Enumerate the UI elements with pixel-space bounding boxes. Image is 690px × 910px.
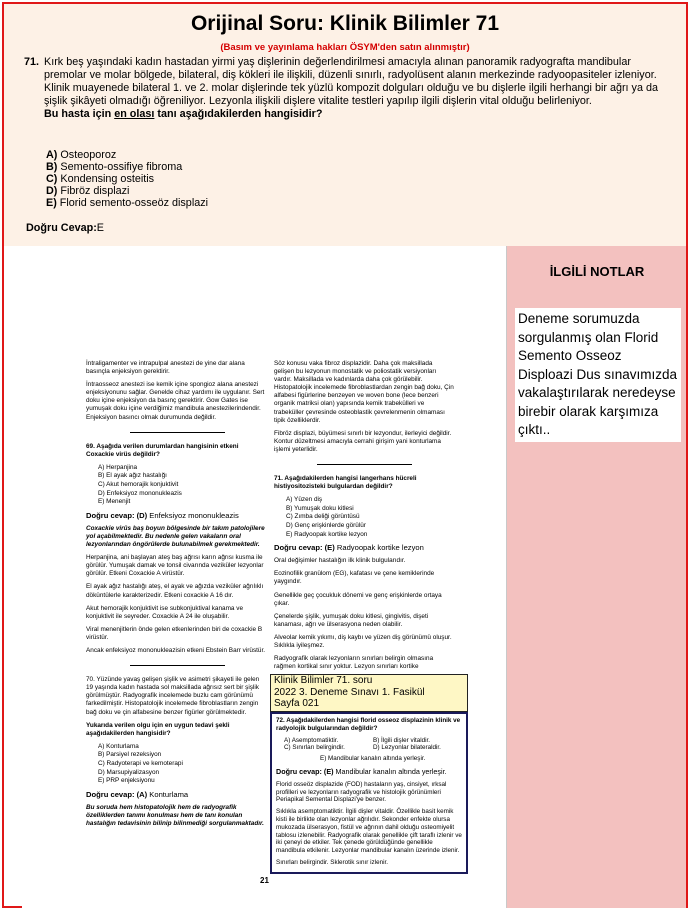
list-item: A) Konturlama <box>98 742 139 750</box>
list-item: D) Genç erişkinlerde görülür <box>286 522 366 529</box>
question-72-options <box>284 737 462 753</box>
question-71: 71. Aşağıdakilerden hangisi langerhans hücreli histiyositozisteki bulgulardan değildir? <box>274 475 417 491</box>
option-text: Fibröz displazi <box>57 185 130 197</box>
paragraph: Radyografik olarak lezyonların sınırları belirgin olmasına rağmen kortikal sınır yoktur. Lezyon sınırları kortike <box>274 655 434 671</box>
callout-line: Sayfa 021 <box>274 698 320 709</box>
question-block <box>24 56 664 121</box>
paragraph: Viral menenjitlerin önde gelen etkenlerinden biri de coxackie B virüstür. <box>86 625 263 641</box>
question-70: 70. Yüzünde yavaş gelişen şişlik ve asimetri şikayeti ile gelen 19 yaşında kadın hastada sol maksillada ağrısız sert bir şişlik görülmüştür. Radyografik incelemede buzlu cam görünümü farkedilmiştir. Histopatolojik incelemede fibroblastların zengin bağ doku ve çin alfabesine benzer figürler görülmektedir. <box>86 676 260 716</box>
notes-title: İLGİLİ NOTLAR <box>549 264 645 279</box>
paragraph: Çenelerde şişlik, yumuşak doku kitlesi, gingivitis, dişeti kanaması, ağrı ve ülserasyona neden olabilir. <box>274 612 429 628</box>
option-text: Osteoporoz <box>57 149 117 161</box>
callout-line: 2022 3. Deneme Sınavı 1. Fasikül <box>274 686 425 698</box>
paragraph: Eozinofilik granülom (EG), kafatası ve çene kemiklerinde yaygındır. <box>274 570 435 586</box>
paragraph: Akut hemorajik konjuktivit ise subkonjuktival kanama ve konjuktivit ile seyreder. Coxackie A 24 ile oluşabilir. <box>86 604 243 620</box>
page-column-right <box>274 360 454 676</box>
list-item: A) Yüzen diş <box>286 496 323 504</box>
list-item: B) Parsiyel rezeksiyon <box>98 751 162 759</box>
answer-text: Radyoopak kortike lezyon <box>334 543 424 553</box>
option-letter: E) <box>46 197 57 209</box>
option-letter: D) <box>46 185 58 197</box>
highlighted-question-box <box>270 712 468 874</box>
question-72: 72. Aşağıdakilerden hangisi florid osseoz displazinin klinik ve radyolojik bulgularından değildir? <box>276 717 461 732</box>
answer-label: Doğru cevap: (A) <box>86 789 148 799</box>
question-number: 71. <box>24 56 40 68</box>
answer-label: Doğru cevap: (E) <box>276 766 334 776</box>
question-header <box>4 4 686 246</box>
option-a <box>46 149 208 161</box>
list-item: D) Enfeksiyoz mononukleazis <box>98 489 182 497</box>
paragraph: Oral değişimler hastalığın ilk klinik bulgularıdır. <box>274 557 406 565</box>
option-d <box>46 185 208 197</box>
paragraph: Söz konusu vaka fibroz displazidir. Daha çok maksillada gelişen bu lezyonun monostatik ve poliostatik versiyonları vardır. Maksillada ve kadınlarda daha çok görülebilir. Histopatolojik incelemede fibroblastlardan zengin bağ doku, Çin alfabesi figürlerine benzeyen ve woven bone (lece benzeri organik matriksi olan) yapısında kemik trabekülleri ve trabeküller çevresinde osteoblastik çevrelenmenin olmaması tipik özelliklerdir. <box>274 360 454 424</box>
answer-label: Doğru cevap: (E) <box>274 543 335 553</box>
list-item: D) Lezyonlar bilateraldir. <box>373 744 441 752</box>
answer-text: Mandibular kanalın altında yerleşir. <box>333 766 447 776</box>
list-item: B) El ayak ağız hastalığı <box>98 472 167 480</box>
paragraph: Genellikle geç çocukluk dönemi ve genç erişkinlerde ortaya çıkar. <box>274 591 442 607</box>
page-column-left <box>86 360 268 833</box>
option-letter: C) <box>46 173 58 185</box>
answer-label: Doğru Cevap: <box>26 222 97 234</box>
correct-answer <box>26 222 104 234</box>
related-notes-panel <box>506 246 686 908</box>
list-item: C) Akut hemorajik konjuktivit <box>98 481 179 489</box>
paragraph: Sıklıkla asemptomatiktir. İlgili dişler vitaldir. Özellikle basit kemik kisti ile birlikte olan lezyonlar ağrılıdır. Sekonder enfekte olursa mukozada ülserasyon, fistül ve ağrının dahil olduğu osteomiyelit tablosu izlenebilir. Radyografik olarak genellikle çift taraflı izlenir ve iki çeneyi de etkiler. Tek çenede görüldüğünde genellikle mandibula etkilenir. Lezyonlar mandibular kanalın üzerinde izlenir. <box>276 808 462 855</box>
question-72-answer <box>276 768 462 776</box>
divider <box>130 432 225 433</box>
answer-text: Konturlama <box>147 789 189 799</box>
paragraph: Alveolar kemik yıkımı, diş kaybı ve yüzen diş görünümü oluşur. Sıklıkla iyileşmez. <box>274 633 452 650</box>
source-callout <box>270 674 468 712</box>
answer-label: Doğru cevap: (D) <box>86 510 148 520</box>
question-71-options <box>286 496 454 539</box>
paragraph: Ancak enfeksiyoz mononukleazisin etkeni Ebstein Barr virüstür. <box>86 647 266 655</box>
question-69-note: Coxackie virüs baş boyun bölgesinde bir takım patolojilere yol açabilmektedir. Bu nedenle gelen vakaların oral lezyonlarından öngörülerde bulunabilmek gerekmektedir. <box>86 524 265 549</box>
page-number: 21 <box>260 876 269 885</box>
list-item: A) Herpanjina <box>98 463 138 471</box>
list-item: C) Radyoterapi ve kemoterapi <box>98 759 183 767</box>
list-item: A) Asemptomatiktir. <box>284 736 339 744</box>
option-letter: A) <box>46 149 58 161</box>
option-text: Semento-ossifiye fibroma <box>57 161 183 173</box>
question-ask-underline: en olası <box>114 108 155 120</box>
question-70-options <box>98 743 268 786</box>
rights-notice: (Basım ve yayınlama hakları ÖSYM'den satın alınmıştır) <box>220 42 470 53</box>
option-text: Kondensing osteitis <box>57 173 155 185</box>
list-item: E) PRP enjeksiyonu <box>98 777 155 785</box>
paragraph: El ayak ağız hastalığı ateş, el ayak ve ağızda veziküler ağrılıklı döküntülerle karakterizedir. Etkeni coxackie A 16 dır. <box>86 583 264 599</box>
question-ask-before: Bu hasta için <box>44 108 115 120</box>
list-item: C) Sınırları belirgindir. <box>284 744 345 752</box>
callout-line: Klinik Bilimler 71. soru <box>274 675 373 686</box>
list-item: D) Marsupiyalizasyon <box>98 768 160 776</box>
question-70-answer <box>86 791 268 799</box>
paragraph: İntraosseoz anestezi ise kemik içine spongioz alana anestezi enjeksiyonunu sağlar. Genelde cihaz yardımı ile uygulanır. Sert doku içine enjeksiyon da basınç gerektirir. Gow Gates ise yumuşak doku içine verdiğimiz mandibula anestezilerindendir. Enjeksiyon basıncı olmak durumunda değildir. <box>86 381 265 421</box>
question-69-answer <box>86 512 268 520</box>
option-letter: B) <box>46 161 58 173</box>
notes-text: Deneme sorumuzda sorgulanmış olan Florid Semento Osseoz Disploazi Dus sınavımızda vakalaştırılarak neredeyse birebir olarak karşımıza çıktı.. <box>515 308 681 442</box>
option-e <box>46 197 208 209</box>
divider <box>317 464 412 465</box>
question-ask-after: tanı aşağıdakilerden hangisidir? <box>154 108 323 120</box>
question-70-ask: Yukarıda verilen olgu için en uygun tedavi şekli aşağıdakilerden hangisidir? <box>86 721 230 737</box>
question-ask <box>44 108 664 121</box>
answer-value: E <box>96 222 104 234</box>
list-item: B) Yumuşak doku kitlesi <box>286 504 354 512</box>
question-69: 69. Aşağıda verilen durumlardan hangisinin etkeni Coxackie virüs değildir? <box>86 442 239 458</box>
list-item: B) İlgili dişler vitaldir. <box>373 736 431 744</box>
list-item: E) Mandibular kanalın altında yerleşir. <box>320 755 426 763</box>
question-69-options <box>98 464 268 507</box>
answer-options <box>46 149 208 209</box>
paragraph: Fibröz displazi, büyümesi sınırlı bir lezyondur, ilerleyici değildir. Kontur düzeltmesi amacıyla cerrahi girişim yani konturlama işlemi yeterlidir. <box>274 429 452 453</box>
question-71-answer <box>274 544 454 552</box>
question-text: Kırk beş yaşındaki kadın hastadan yirmi yaş dişlerinin değerlendirilmesi amacıyla alınan panoramik radyografta mandibular premolar ve molar bölgede, bilateral, diş kökleri ile ilişkili, düzenli sınırlı, radyolüsent alanın merkezinde radyoopasiteler izleniyor. Klinik muayenede bilateral 1. ve 2. molar dişlerinde tek yüzlü kompozit dolguları olduğu ve bu dişlerle ilgili herhangi bir ağrı ya da şişlik şikâyeti olmadığı öğreniliyor. Lezyonla ilişkili dişlere vitalite testleri yapılıp ilgili dişlerin vital olduğu belirleniyor. <box>44 56 658 107</box>
option-c <box>46 173 208 185</box>
divider <box>130 665 225 666</box>
paragraph: Florid osseöz displazide (FOD) hastaların yaş, cinsiyet, ırksal profilleri ve lezyonların radyografik ve histolojik görünümleri Periapikal Semental Displazi'ye benzer. <box>276 780 447 804</box>
paragraph: Sınırları belirgindir. Sklerotik sınır izlenir. <box>276 858 388 866</box>
list-item: E) Radyoopak kortike lezyon <box>286 530 368 538</box>
paragraph: Herpanjina, ani başlayan ateş baş ağrısı karın ağrısı kusma ile görülür. Yumuşak damak ve tonsil civarında veziküler lezyonlar görülür. Etkeni Coxackie A virüstür. <box>86 554 264 578</box>
list-item: E) Menenjit <box>98 498 131 506</box>
page-title: Orijinal Soru: Klinik Bilimler 71 <box>190 12 500 35</box>
option-text: Florid semento-osseöz displazi <box>56 197 209 209</box>
paragraph: İntraligamenter ve intrapulpal anestezi de yine dar alana basınçla enjeksiyon gerektirir. <box>86 360 245 376</box>
question-70-note: Bu soruda hem histopatolojik hem de radyografik özelliklerden tanımı konulması hem de tanı konulan hastalığın tedavisinin bilinip bilinmediği sorgulanmaktadır. <box>86 803 264 828</box>
answer-text: Enfeksiyoz mononukleazis <box>147 510 239 520</box>
option-b <box>46 161 208 173</box>
page-frame <box>2 2 688 908</box>
list-item: C) Zımba deliği görüntüsü <box>286 513 360 521</box>
